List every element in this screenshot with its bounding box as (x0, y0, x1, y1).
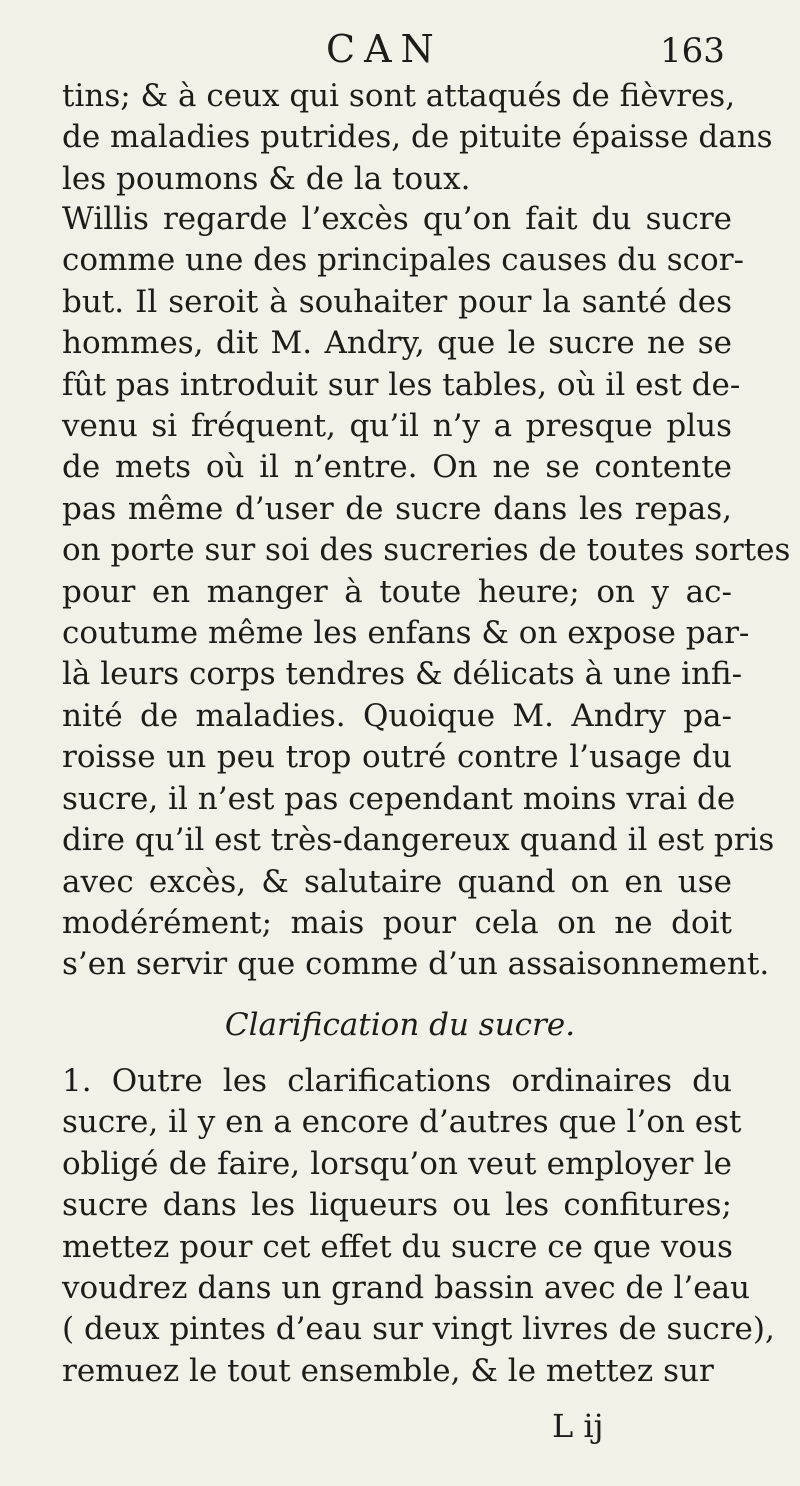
signature-mark: L ij (552, 1407, 604, 1445)
paragraph-3-line-5: mettez pour cet effet du sucre ce que vous (62, 1228, 733, 1265)
paragraph-2-line-12: là leurs corps tendres & délicats à une infi- (62, 656, 743, 693)
paragraph-2-line-10: pour en manger à toute heure; on y ac- (62, 573, 732, 610)
section-title: Clarification du sucre. (224, 1007, 576, 1043)
paragraph-3-line-6: voudrez dans un grand bassin avec de l’eau (62, 1270, 751, 1307)
paragraph-3-line-1: 1. Outre les clarifications ordinaires du (62, 1063, 732, 1099)
page-number: 163 (660, 31, 725, 71)
paragraph-2-line-6: venu si fréquent, qu’il n’y a presque plus (62, 408, 732, 445)
paragraph-1-line-1: tins; & à ceux qui sont attaqués de fièvres, (62, 78, 736, 114)
paragraph-2-line-13: nité de maladies. Quoique M. Andry pa- (62, 697, 732, 734)
paragraph-2-line-3: but. Il seroit à souhaiter pour la santé des (62, 283, 732, 320)
paragraph-3-line-8: remuez le tout ensemble, & le mettez sur (62, 1352, 714, 1389)
paragraph-1-line-2: de maladies putrides, de pituite épaisse dans (62, 119, 773, 156)
paragraph-2-line-11: coutume même les enfans & on expose par- (62, 615, 750, 652)
paragraph-2-line-18: modérément; mais pour cela on ne doit (62, 904, 732, 941)
paragraph-2-line-9: on porte sur soi des sucreries de toutes sortes (62, 532, 791, 569)
paragraph-3-line-7: ( deux pintes d’eau sur vingt livres de sucre), (62, 1311, 775, 1348)
paragraph-2-line-19: s’en servir que comme d’un assaisonnement. (62, 946, 770, 983)
paragraph-2 (62, 199, 791, 986)
paragraph-2-line-14: roisse un peu trop outré contre l’usage du (62, 739, 732, 776)
paragraph-3-line-3: obligé de faire, lorsqu’on veut employer le (62, 1145, 732, 1182)
paragraph-2-line-17: avec excès, & salutaire quand on en use (62, 863, 732, 900)
paragraph-1-line-3: les poumons & de la toux. (62, 160, 471, 197)
paragraph-2-line-1: Willis regarde l’excès qu’on fait du sucre (62, 201, 732, 237)
paragraph-2-line-5: fût pas introduit sur les tables, où il est de- (62, 366, 741, 403)
running-head: CAN (326, 27, 443, 71)
paragraph-2-line-8: pas même d’user de sucre dans les repas, (62, 490, 732, 527)
paragraph-3 (62, 1061, 775, 1392)
paragraph-2-line-7: de mets où il n’entre. On ne se contente (62, 449, 732, 486)
paragraph-2-line-2: comme une des principales causes du scor- (62, 242, 744, 279)
paragraph-2-line-4: hommes, dit M. Andry, que le sucre ne se (62, 325, 732, 362)
paragraph-1 (62, 76, 773, 200)
paragraph-2-line-15: sucre, il n’est pas cependant moins vrai de (62, 780, 736, 817)
paragraph-3-line-2: sucre, il y en a encore d’autres que l’on est (62, 1104, 742, 1141)
page-header (0, 27, 800, 80)
paragraph-3-line-4: sucre dans les liqueurs ou les confitures; (62, 1187, 732, 1224)
paragraph-2-line-16: dire qu’il est très-dangereux quand il est pris (62, 822, 775, 859)
